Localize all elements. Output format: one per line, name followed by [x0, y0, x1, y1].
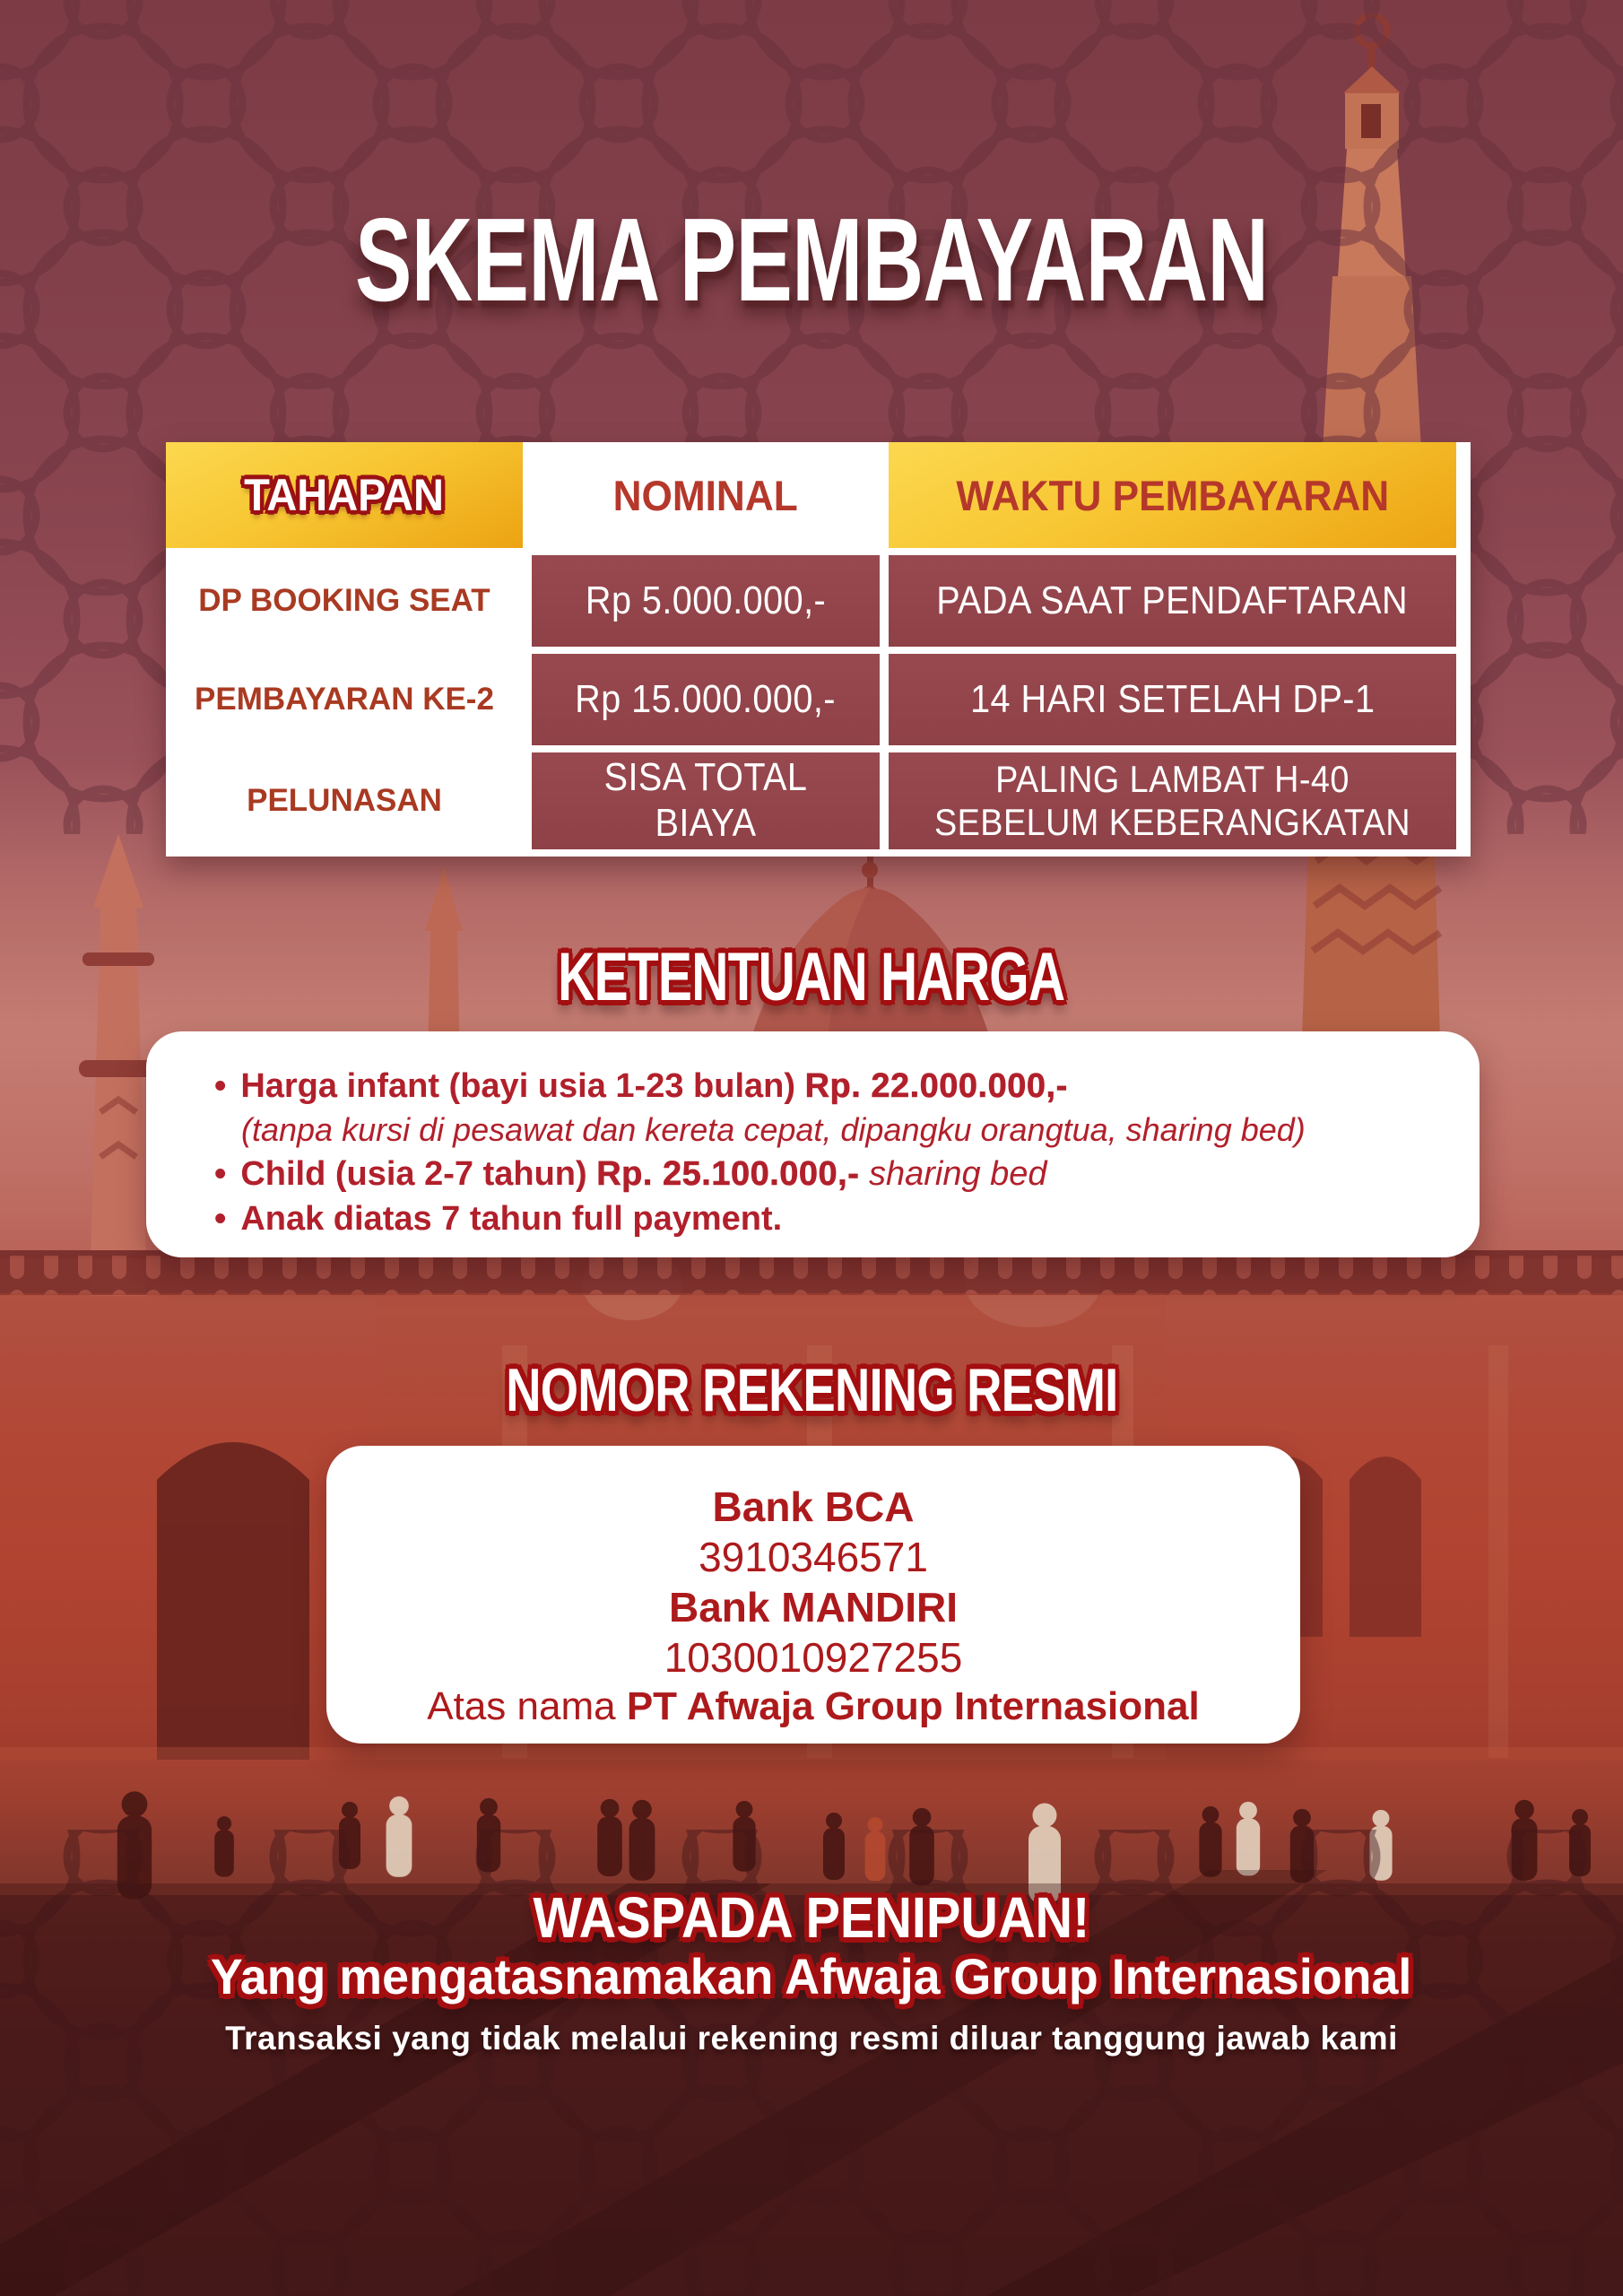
warning-heading: WASPADA PENIPUAN! — [533, 1885, 1090, 1950]
payment-table — [166, 442, 1471, 857]
warning-subheading-wrap — [0, 1948, 1623, 2005]
table-row-3-waktu — [889, 752, 1456, 849]
page-title: SKEMA PEMBAYARAN — [354, 194, 1269, 326]
child-price-suffix: sharing bed — [859, 1154, 1047, 1193]
infant-price-note: (tanpa kursi di pesawat dan kereta cepat, dipangku orangtua, sharing bed) — [241, 1111, 1306, 1149]
table-row-1-nominal — [532, 555, 880, 647]
warning-note-wrap — [0, 2020, 1623, 2057]
table-row-3-nominal-value: SISA TOTAL BIAYA — [603, 755, 808, 845]
table-row-2-nominal — [532, 654, 880, 745]
table-header-tahapan-label: TAHAPAN — [244, 470, 445, 520]
table-row-1-waktu — [889, 555, 1456, 647]
table-row-1-nominal-value: Rp 5.000.000,- — [585, 578, 827, 622]
bullet-icon: • — [214, 1154, 227, 1193]
warning-subheading: Yang mengatasnamakan Afwaja Group Internasional — [211, 1948, 1412, 2005]
table-row-1-waktu-value: PADA SAAT PENDAFTARAN — [936, 578, 1409, 622]
bank1-name: Bank BCA — [712, 1483, 915, 1530]
infant-price-amount: Rp. 22.000.000,- — [804, 1067, 1068, 1105]
child-price-line — [214, 1152, 1426, 1196]
account-holder-prefix: Atas nama — [427, 1684, 627, 1729]
table-row-2-nominal-value: Rp 15.000.000,- — [575, 676, 837, 721]
bank-accounts-box — [326, 1446, 1300, 1744]
table-header-waktu — [889, 442, 1456, 548]
warning-heading-wrap — [0, 1885, 1623, 1950]
child-price-text: Child (usia 2-7 tahun) — [240, 1154, 597, 1193]
table-row-2-waktu-value: 14 HARI SETELAH DP-1 — [969, 676, 1376, 721]
bank2-number: 1030010927255 — [664, 1634, 963, 1682]
table-header-nominal — [532, 442, 880, 548]
page-title-wrap — [0, 194, 1623, 326]
bullet-icon: • — [214, 1199, 227, 1238]
ketentuan-heading-wrap — [0, 939, 1623, 1015]
table-row-2-stage: PEMBAYARAN KE-2 — [166, 654, 523, 745]
table-header-nominal-label: NOMINAL — [612, 471, 799, 519]
price-terms-box — [146, 1031, 1480, 1257]
full-payment-text: Anak diatas 7 tahun full payment. — [240, 1199, 783, 1238]
child-price-amount: Rp. 25.100.000,- — [596, 1154, 860, 1193]
infant-price-line — [214, 1064, 1426, 1109]
bullet-icon: • — [214, 1067, 227, 1105]
table-row-2-waktu — [889, 654, 1456, 745]
account-holder-name: PT Afwaja Group Internasional — [626, 1684, 1200, 1729]
rekening-heading: NOMOR REKENING RESMI — [505, 1356, 1118, 1424]
ketentuan-heading: KETENTUAN HARGA — [558, 939, 1065, 1015]
fence-band — [0, 1256, 1623, 1295]
bank1-number: 3910346571 — [699, 1534, 928, 1581]
rekening-heading-wrap — [0, 1356, 1623, 1424]
account-holder-line — [326, 1683, 1300, 1731]
table-row-3-nominal — [532, 752, 880, 849]
table-row-3-stage: PELUNASAN — [166, 752, 523, 849]
table-row-1-stage: DP BOOKING SEAT — [166, 555, 523, 647]
table-header-waktu-label: WAKTU PEMBAYARAN — [956, 471, 1389, 519]
warning-note: Transaksi yang tidak melalui rekening resmi diluar tanggung jawab kami — [225, 2020, 1398, 2057]
infant-price-text: Harga infant (bayi usia 1-23 bulan) — [240, 1067, 805, 1105]
full-payment-line — [214, 1196, 1426, 1241]
table-header-tahapan — [166, 442, 523, 548]
bank2-name: Bank MANDIRI — [668, 1584, 959, 1631]
table-row-3-waktu-value: PALING LAMBAT H-40 SEBELUM KEBERANGKATAN — [933, 757, 1411, 843]
